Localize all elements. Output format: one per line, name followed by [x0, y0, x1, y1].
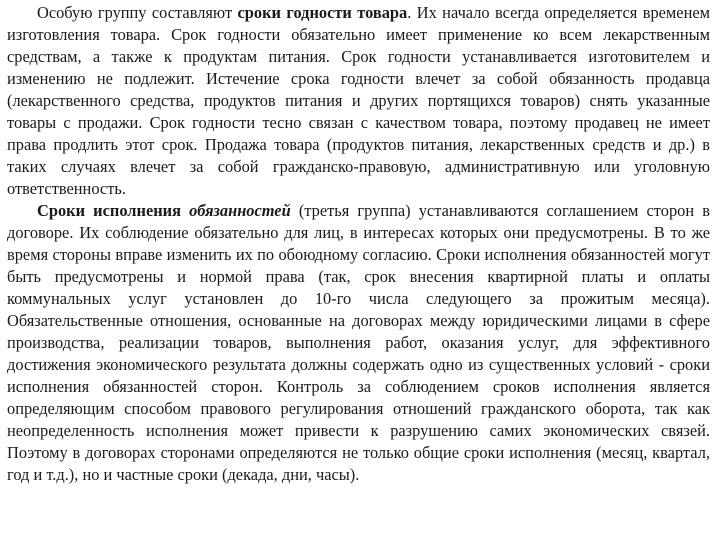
paragraph-1-body: . Их начало всегда определяется временем изготовления товара. Срок годности обязательно имеет применение ко всем лекарственным средствам, а также к продуктам питания. Срок годности устанавливается изготовителем и изменению не подлежит. Истечение срока годности влечет за собой обязанность продавца (лекарственного средства, продуктов питания и других портящихся товаров) снять указанные товары с продажи. Срок годности тесно связан с качеством товара, поэтому продавец не имеет права продлить этот срок. Продажа товара (продуктов питания, лекарственных средств и др.) в таких случаях влечет за собой гражданско-правовую, административную или уголовную ответственность.: [7, 3, 710, 198]
paragraph-shelf-life: [7, 2, 710, 200]
paragraph-1-lead: Особую группу составляют: [37, 3, 238, 22]
paragraph-2-body: (третья группа) устанавливаются соглашением сторон в договоре. Их соблюдение обязательно для лиц, в интересах которых они предусмотрены. В то же время стороны вправе изменить их по обоюдному согласию. Сроки исполнения обязанностей могут быть предусмотрены и нормой права (так, срок внесения квартирной платы и оплаты коммунальных услуг установлен до 10-го числа следующего за прожитым месяца). Обязательственные отношения, основанные на договорах между юридическими лицами в сфере производства, реализации товаров, выполнения работ, оказания услуг, для эффективного достижения экономического результата должны содержать одно из существенных условий - сроки исполнения обязанностей сторон. Контроль за соблюдением сроков исполнения является определяющим способом правового регулирования отношений гражданского оборота, так как неопределенность исполнения может привести к разрушению самих экономических связей. Поэтому в договорах сторонами определяются не только общие сроки исполнения (месяц, квартал, год и т.д.), но и частные сроки (декада, дни, часы).: [7, 201, 710, 484]
term-obligations: обязанностей: [189, 201, 291, 220]
paragraph-performance-terms: [7, 200, 710, 486]
term-shelf-life: сроки годности товара: [237, 3, 408, 22]
term-performance-deadlines: Сроки исполнения: [37, 201, 190, 220]
